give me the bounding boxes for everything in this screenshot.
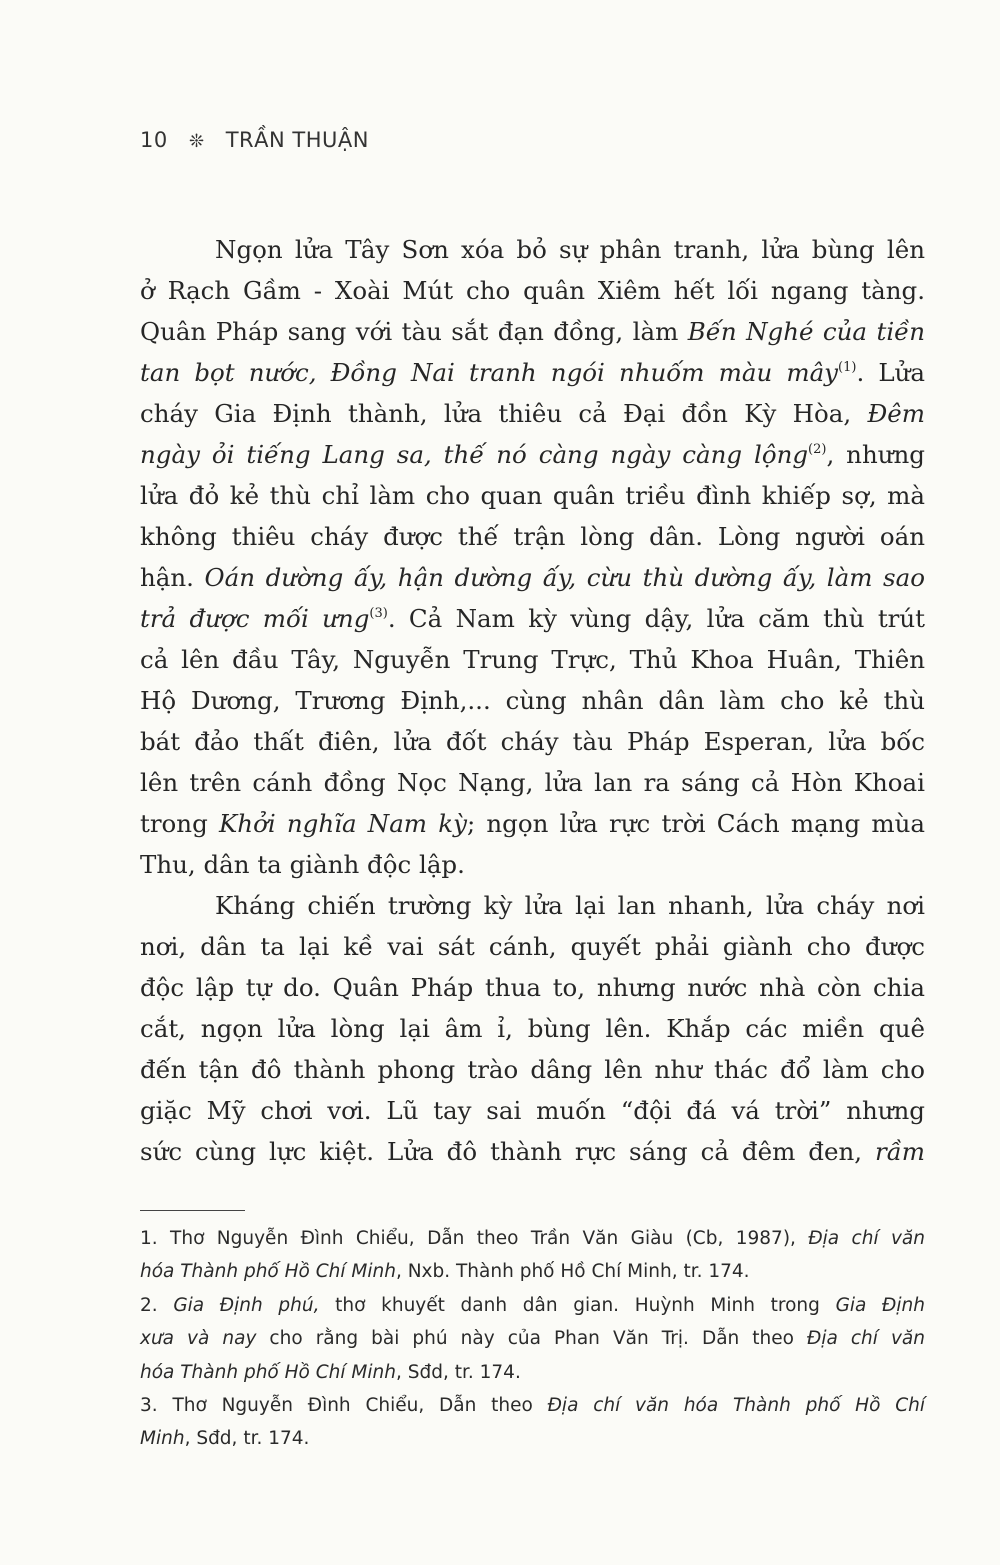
italic-text: tan bọt nước, Đồng Nai tranh ngói nhuốm màu mây	[140, 358, 839, 387]
text-line	[140, 844, 925, 885]
running-header	[140, 128, 369, 152]
text-line	[140, 1008, 925, 1049]
text-run: , Sđd, tr. 174.	[395, 1361, 521, 1383]
footnote-reference: (2)	[808, 442, 827, 457]
page-number: 10	[140, 128, 168, 152]
text-run: , Nxb. Thành phố Hồ Chí Minh, tr. 174.	[395, 1261, 750, 1283]
footnote-line	[140, 1222, 925, 1255]
text-line	[140, 926, 925, 967]
text-line	[140, 1131, 925, 1172]
text-run: 1. Thơ Nguyễn Đình Chiểu, Dẫn theo Trần Văn Giàu (Cb, 1987),	[140, 1228, 809, 1249]
text-run: ; ngọn lửa rực trời Cách mạng mùa	[466, 809, 925, 838]
footnote-line	[140, 1422, 925, 1455]
text-run: Quân Pháp sang với tàu sắt đạn đồng, làm	[140, 317, 688, 346]
text-run: độc lập tự do. Quân Pháp thua to, nhưng nước nhà còn chia	[140, 973, 925, 1002]
italic-text: xưa và nay	[140, 1328, 257, 1350]
text-run: 2.	[140, 1294, 174, 1316]
text-line	[140, 639, 925, 680]
text-run: Ngọn lửa Tây Sơn xóa bỏ sự phân tranh, lửa bùng lên	[215, 235, 925, 264]
text-line	[140, 393, 925, 434]
text-line	[140, 803, 925, 844]
italic-text: Gia Định	[835, 1294, 925, 1316]
text-run: đến tận đô thành phong trào dâng lên như thác đổ làm cho	[140, 1055, 925, 1084]
text-run: lên trên cánh đồng Nọc Nạng, lửa lan ra sáng cả Hòn Khoai	[140, 768, 925, 797]
italic-text: Địa chí văn hóa Thành phố Hồ Chí	[547, 1394, 925, 1416]
text-line	[140, 967, 925, 1008]
text-run: Thu, dân ta giành độc lập.	[140, 850, 465, 879]
footnotes	[140, 1222, 925, 1456]
text-line	[140, 557, 925, 598]
text-run: 3. Thơ Nguyễn Đình Chiểu, Dẫn theo	[140, 1394, 548, 1416]
italic-text: Minh	[140, 1428, 185, 1450]
italic-text: Bến Nghé của tiền	[687, 317, 926, 346]
italic-text: hóa Thành phố Hồ Chí Minh	[140, 1261, 396, 1283]
text-run: bát đảo thất điên, lửa đốt cháy tàu Pháp Esperan, lửa bốc	[140, 727, 925, 756]
italic-text: Đêm	[867, 399, 925, 428]
footnote-line	[140, 1389, 925, 1422]
footnote-line	[140, 1289, 925, 1322]
text-line	[140, 721, 925, 762]
italic-text: Khởi nghĩa Nam kỳ	[218, 809, 467, 838]
text-run: , Sđd, tr. 174.	[184, 1428, 310, 1450]
text-run: thơ khuyết danh dân gian. Huỳnh Minh trong	[319, 1294, 836, 1316]
text-run: Hộ Dương, Trương Định,... cùng nhân dân làm cho kẻ thù	[140, 686, 925, 715]
text-line	[140, 598, 925, 639]
italic-text: Địa chí văn	[808, 1228, 925, 1249]
italic-text: Gia Định phú,	[173, 1294, 320, 1316]
text-run: giặc Mỹ chơi vơi. Lũ tay sai muốn “đội đá vá trời” nhưng	[140, 1096, 925, 1125]
text-line	[140, 434, 925, 475]
text-run: lửa đỏ kẻ thù chỉ làm cho quan quân triều đình khiếp sợ, mà	[140, 481, 925, 510]
footnote-line	[140, 1356, 925, 1389]
italic-text: trả được mối ưng	[140, 604, 370, 633]
text-run: không thiêu cháy được thế trận lòng dân. Lòng người oán	[140, 522, 925, 551]
text-line	[140, 516, 925, 557]
italic-text: hóa Thành phố Hồ Chí Minh	[140, 1361, 396, 1383]
separator-ornament-icon: ❊	[188, 131, 205, 152]
text-run: cho rằng bài phú này của Phan Văn Trị. Dẫn theo	[256, 1328, 808, 1350]
text-run: cả lên đầu Tây, Nguyễn Trung Trực, Thủ Khoa Huân, Thiên	[140, 645, 925, 674]
text-run: , nhưng	[826, 440, 925, 469]
text-run: cắt, ngọn lửa lòng lại âm ỉ, bùng lên. Khắp các miền quê	[140, 1014, 925, 1043]
text-line	[140, 680, 925, 721]
text-run: sức cùng lực kiệt. Lửa đô thành rực sáng cả đêm đen,	[140, 1137, 876, 1166]
italic-text: Địa chí văn	[807, 1328, 925, 1350]
text-line	[140, 311, 925, 352]
text-line	[140, 1049, 925, 1090]
footnote-divider	[140, 1210, 245, 1211]
author-name: TRẦN THUẬN	[225, 128, 369, 152]
italic-text: ngày ỏi tiếng Lang sa, thế nó càng ngày càng lộng	[140, 440, 809, 469]
italic-text: Oán dường ấy, hận dường ấy, cừu thù dường ấy, làm sao	[204, 563, 925, 592]
text-run: . Cả Nam kỳ vùng dậy, lửa căm thù trút	[387, 604, 925, 633]
footnote-reference: (1)	[838, 360, 857, 375]
footnote-line	[140, 1255, 925, 1288]
text-run: trong	[140, 809, 219, 838]
text-line	[140, 1090, 925, 1131]
text-run: Kháng chiến trường kỳ lửa lại lan nhanh, lửa cháy nơi	[215, 891, 925, 920]
text-run: ở Rạch Gầm - Xoài Mút cho quân Xiêm hết lối ngang tàng.	[140, 276, 925, 305]
text-run: hận.	[140, 563, 205, 592]
footnote-line	[140, 1322, 925, 1355]
text-run: cháy Gia Định thành, lửa thiêu cả Đại đồn Kỳ Hòa,	[140, 399, 868, 428]
text-line	[140, 762, 925, 803]
text-line	[140, 475, 925, 516]
text-run: nơi, dân ta lại kề vai sát cánh, quyết phải giành cho được	[140, 932, 925, 961]
text-line	[140, 352, 925, 393]
text-line	[140, 885, 925, 926]
italic-text: rầm	[875, 1137, 925, 1166]
text-run: . Lửa	[856, 358, 926, 387]
text-line	[140, 270, 925, 311]
footnote-reference: (3)	[369, 606, 388, 621]
body-text	[140, 229, 925, 1172]
text-line	[140, 229, 925, 270]
